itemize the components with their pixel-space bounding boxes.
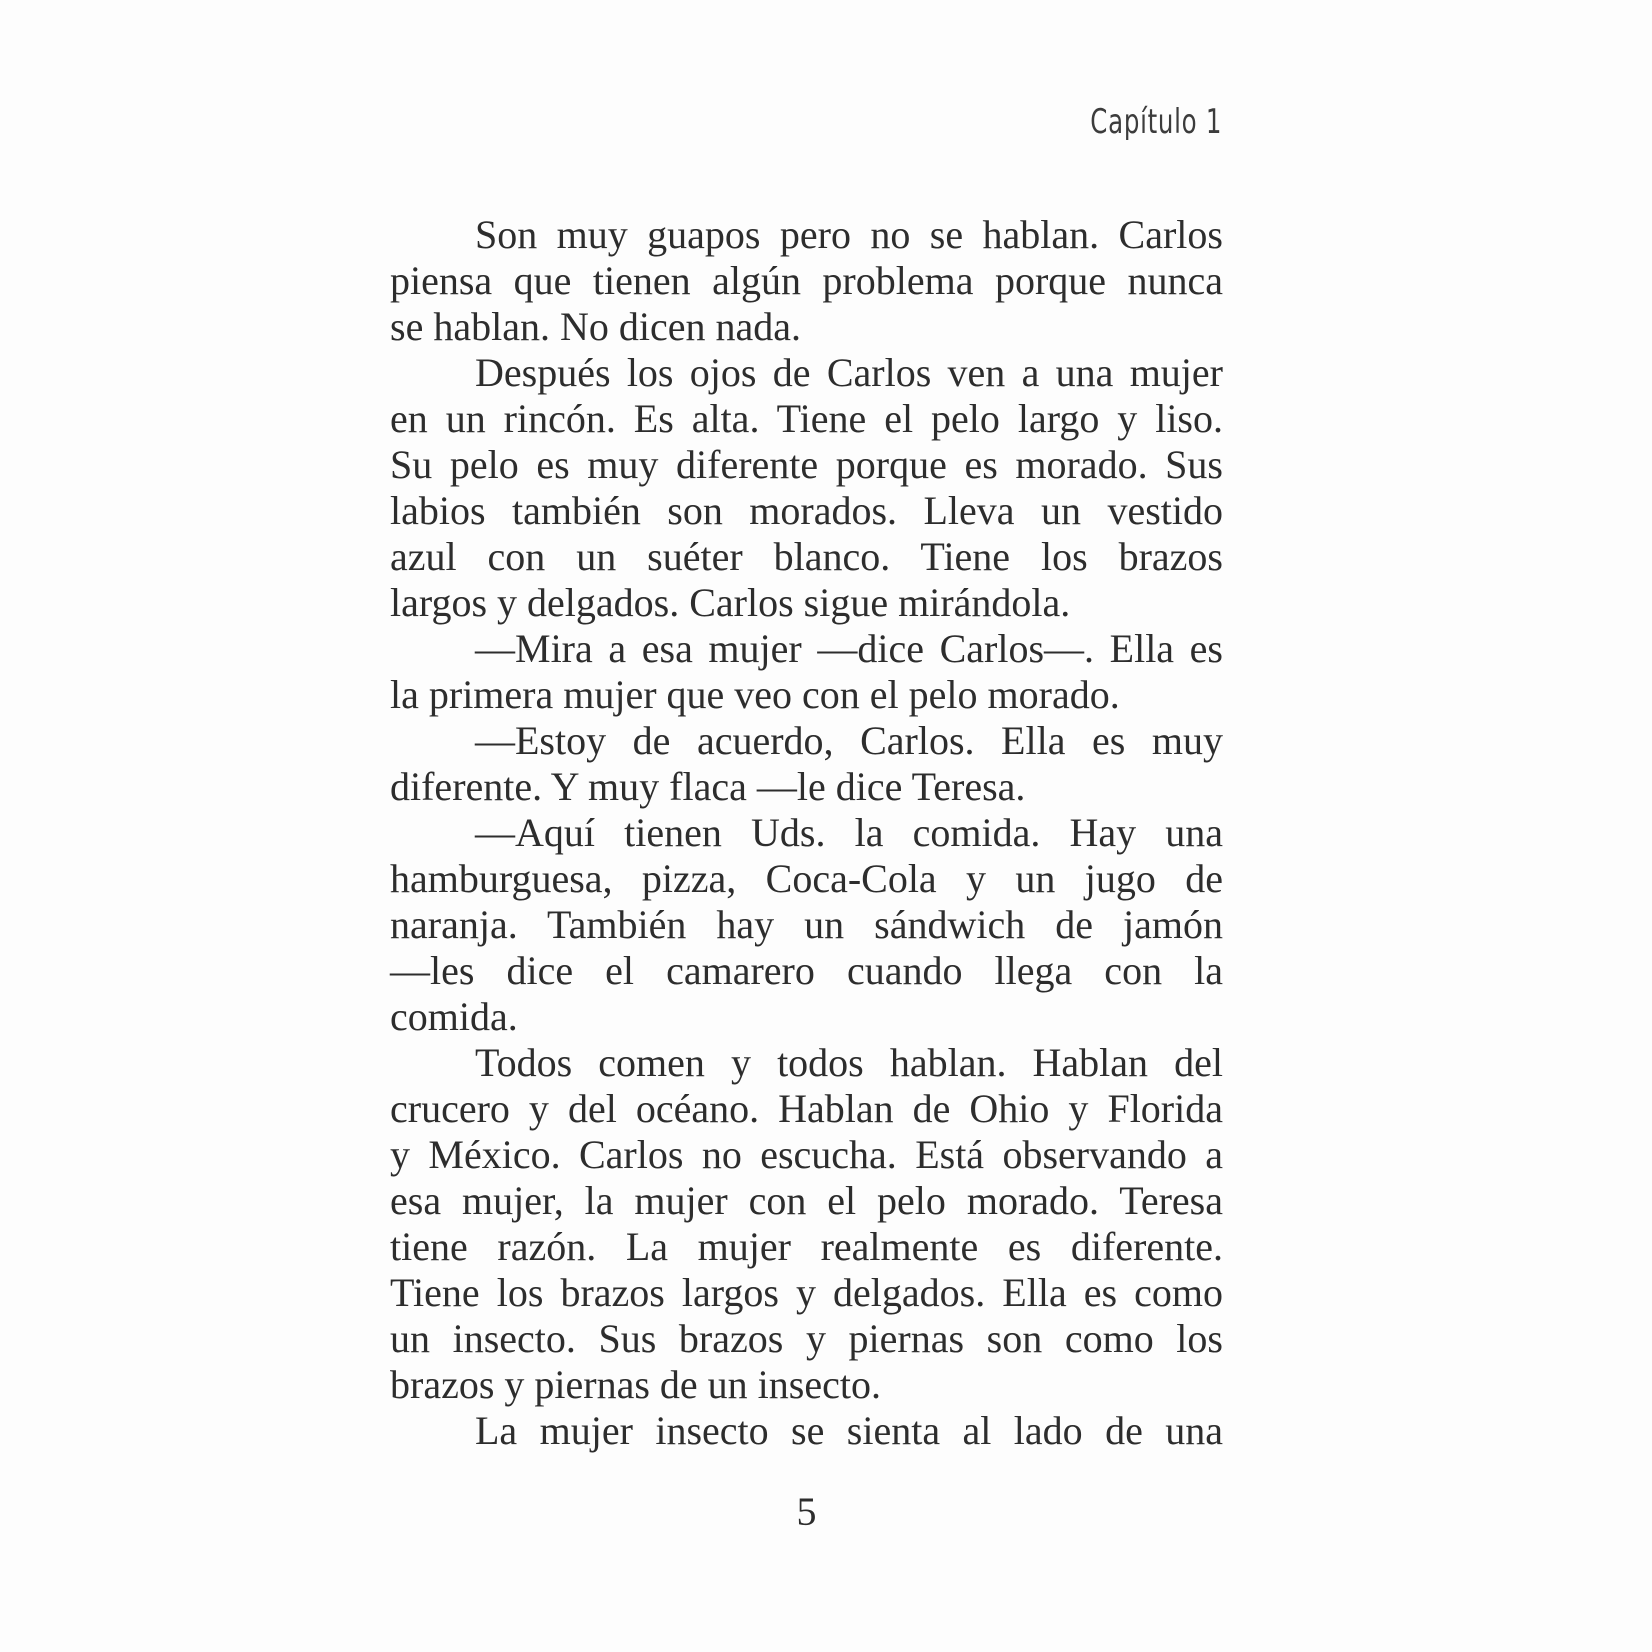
text-line: brazos y piernas de un insecto. xyxy=(390,1362,881,1407)
text-line: comida. xyxy=(390,994,518,1039)
text-line: hamburguesa, pizza, Coca-Cola y un jugo de xyxy=(390,856,1223,901)
text-line: azul con un suéter blanco. Tiene los brazos xyxy=(390,534,1223,579)
text-line: y México. Carlos no escucha. Está observando a xyxy=(390,1132,1223,1177)
text-line: naranja. También hay un sándwich de jamón xyxy=(390,902,1223,947)
text-line: Tiene los brazos largos y delgados. Ella es como xyxy=(390,1270,1223,1315)
text-line: un insecto. Sus brazos y piernas son como los xyxy=(390,1316,1223,1361)
text-line: —Estoy de acuerdo, Carlos. Ella es muy xyxy=(475,718,1223,763)
text-line: largos y delgados. Carlos sigue mirándola. xyxy=(390,580,1071,625)
text-line: piensa que tienen algún problema porque nunca xyxy=(390,258,1223,303)
text-line: se hablan. No dicen nada. xyxy=(390,304,801,349)
text-line: Todos comen y todos hablan. Hablan del xyxy=(475,1040,1223,1085)
text-line: diferente. Y muy flaca —le dice Teresa. xyxy=(390,764,1026,809)
text-line: esa mujer, la mujer con el pelo morado. Teresa xyxy=(390,1178,1223,1223)
text-line: en un rincón. Es alta. Tiene el pelo largo y liso. xyxy=(390,396,1223,441)
text-line: Su pelo es muy diferente porque es morado. Sus xyxy=(390,442,1223,487)
text-line: Después los ojos de Carlos ven a una mujer xyxy=(475,350,1223,395)
text-line: —les dice el camarero cuando llega con la xyxy=(390,948,1223,993)
text-line: Son muy guapos pero no se hablan. Carlos xyxy=(475,212,1223,257)
text-line: —Aquí tienen Uds. la comida. Hay una xyxy=(475,810,1223,855)
page-number: 5 xyxy=(796,1489,817,1534)
text-line: la primera mujer que veo con el pelo morado. xyxy=(390,672,1120,717)
text-line: —Mira a esa mujer —dice Carlos—. Ella es xyxy=(475,626,1223,671)
text-line: crucero y del océano. Hablan de Ohio y Florida xyxy=(390,1086,1223,1131)
text-line: labios también son morados. Lleva un vestido xyxy=(390,488,1223,533)
chapter-header: Capítulo 1 xyxy=(1090,102,1222,142)
body-text xyxy=(390,212,1223,1454)
text-line: tiene razón. La mujer realmente es diferente. xyxy=(390,1224,1223,1269)
text-line: La mujer insecto se sienta al lado de una xyxy=(475,1408,1223,1453)
